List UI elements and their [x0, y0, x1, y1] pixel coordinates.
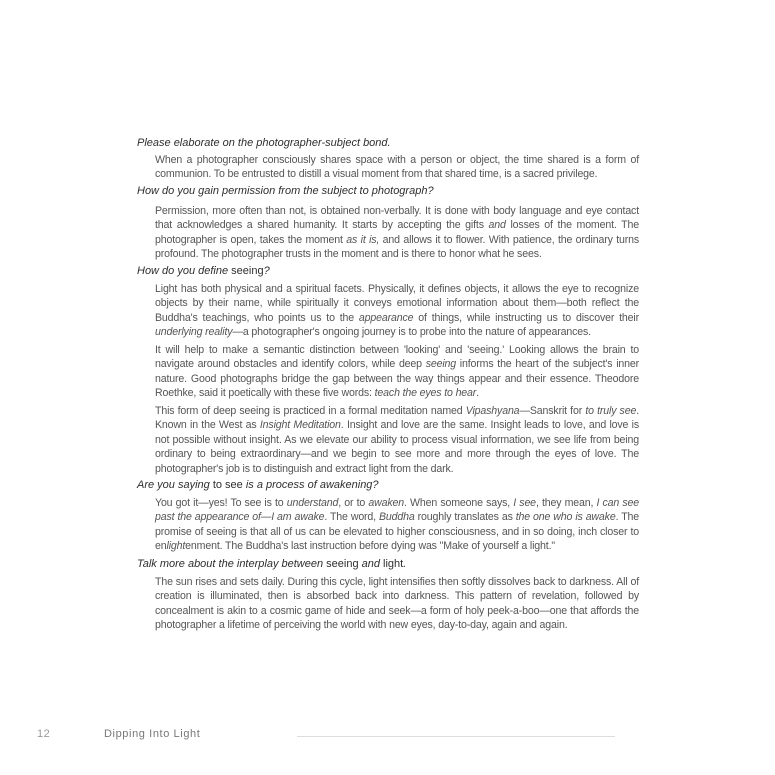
text-segment: . Known in the West as — [155, 405, 639, 432]
italic-text-segment: is a process of awakening? — [242, 479, 379, 491]
question-5 — [137, 557, 647, 571]
italic-text-segment: Talk more about the interplay between — [137, 558, 327, 570]
italic-text-segment: . — [403, 558, 407, 570]
italic-text-segment: to truly see — [585, 405, 637, 417]
text-segment: , or to — [338, 497, 369, 509]
text-segment: roughly translates as — [414, 511, 516, 524]
answer-3-paragraph-1 — [155, 282, 639, 340]
answer-5 — [155, 575, 639, 633]
italic-text-segment: How do you define — [137, 265, 232, 277]
answer-3-paragraph-2 — [155, 343, 639, 401]
text-segment: Light has both physical and a spiritual facets. Physically, it defines objects, it allows the eye to recognize objects by their name, while spiritually it conveys emotional information about them—both reflect the Buddha's teachings, who points us to the — [155, 283, 639, 324]
text-segment: —Sanskrit for — [519, 405, 586, 417]
text-segment: It will help to make a semantic distinction between 'looking' and 'seeing.' Looking allows the brain to navigate around obstacles and identify colors, while deep — [155, 344, 639, 371]
italic-text-segment: Insight Meditation — [259, 419, 341, 432]
answer-4 — [155, 496, 639, 554]
italic-text-segment: and — [488, 219, 506, 232]
italic-text-segment: Please elaborate on the photographer-subject bond. — [137, 137, 391, 149]
italic-text-segment: teach the eyes to hear — [374, 387, 477, 400]
italic-text-segment: as it is, — [346, 233, 380, 246]
running-footer-title: Dipping Into Light — [104, 728, 201, 740]
answer-2 — [155, 204, 639, 262]
text-segment: . The promise of seeing is that all of us can be elevated to higher consciousness, and in so doing, inch closer to en — [155, 511, 639, 553]
text-segment: You got it—yes! To see is to — [155, 497, 287, 509]
text-segment: The sun rises and sets daily. During this cycle, light intensifies then softly dissolves back to darkness. All of creation is illuminated, then is absorbed back into darkness. This pattern of revelation, followed by concealment is akin to a cosmic game of hide and seek—a form of holy peek-a-boo—one that affords the photographer a lifetime of perceiving the world with new eyes, day-to-day, again and again. — [155, 576, 639, 632]
question-1 — [137, 136, 647, 150]
text-segment: . Insight and love are the same. Insight leads to love, and love is not possible without insight. As we elevate our ability to process visual information, we see life from being ordinary to being extraordinary—and we begin to see more and more through the eyes of love. The photographer's job is to distinguish and extract light from the dark. — [155, 419, 640, 475]
italic-text-segment: underlying reality — [155, 326, 233, 339]
italic-text-segment: the one who is awake — [515, 511, 616, 524]
italic-text-segment: How do you gain permission from the subject to photograph? — [137, 185, 434, 197]
text-segment: , they mean, — [535, 497, 597, 509]
italic-text-segment: Buddha — [379, 511, 415, 524]
text-segment: enment. The Buddha's last instruction before dying was "Make of yourself a light." — [185, 540, 555, 553]
text-segment: . The word, — [324, 511, 379, 524]
text-segment: to see — [212, 479, 243, 491]
question-2 — [137, 184, 647, 198]
text-segment: When a photographer consciously shares space with a person or object, the time shared is a form of communion. To be entrusted to distill a visual moment from that shared time, is a sacred privilege. — [155, 154, 639, 181]
page-number: 12 — [37, 728, 51, 740]
italic-text-segment: Vipashyana — [465, 405, 520, 417]
italic-text-segment: ? — [263, 265, 270, 277]
answer-3-paragraph-3 — [155, 404, 639, 476]
italic-text-segment: I can see past the appearance of—I am awake — [155, 497, 640, 524]
text-segment: of things, while instructing us to discover their — [413, 311, 639, 324]
text-segment: . When someone says, — [404, 497, 514, 509]
text-segment: informs the heart of the subject's inner nature. Good photographs bridge the gap between the way things appear and their essence. Theodore Roethke, said it poetically with these five words: — [155, 358, 640, 400]
question-4 — [137, 478, 647, 492]
italic-text-segment: and — [358, 558, 384, 570]
text-segment: losses of the moment. The photographer is open, takes the moment — [155, 219, 639, 246]
italic-text-segment: light — [166, 540, 186, 553]
text-segment: seeing — [231, 265, 264, 277]
text-segment: light — [383, 558, 404, 570]
footer-divider — [297, 736, 615, 737]
italic-text-segment: understand — [286, 497, 339, 509]
italic-text-segment: awaken — [368, 497, 405, 509]
text-segment: This form of deep seeing is practiced in a formal meditation named — [155, 405, 466, 417]
text-segment: . — [476, 387, 479, 400]
italic-text-segment: Are you saying — [137, 479, 213, 491]
italic-text-segment: I see — [513, 497, 536, 509]
italic-text-segment: seeing — [425, 358, 457, 371]
text-segment: —a photographer's ongoing journey is to probe into the nature of appearances. — [232, 326, 591, 339]
answer-1 — [155, 153, 639, 182]
text-segment: seeing — [326, 558, 359, 570]
text-segment: Permission, more often than not, is obtained non-verbally. It is done with body language and eye contact that acknowledges a shared humanity. It starts by accepting the gifts — [155, 205, 639, 232]
text-segment: and allows it to flower. With patience, the ordinary turns profound. The photographer trusts in the moment and is there to honor what he sees. — [155, 233, 639, 261]
italic-text-segment: appearance — [358, 311, 414, 324]
question-3 — [137, 264, 647, 278]
